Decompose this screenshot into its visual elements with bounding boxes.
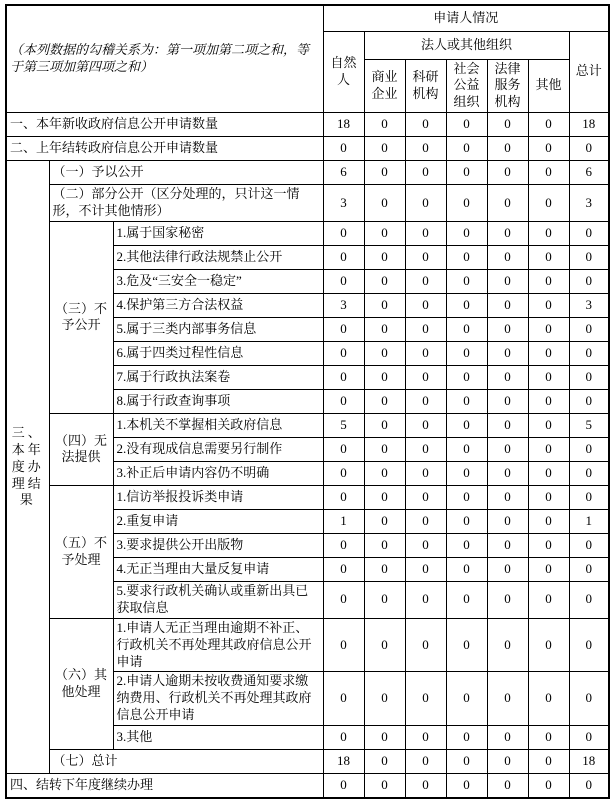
value-cell: 0 — [405, 185, 446, 222]
value-cell: 0 — [446, 365, 487, 389]
value-cell: 0 — [323, 437, 364, 461]
value-cell: 0 — [405, 726, 446, 750]
value-cell: 0 — [364, 413, 405, 437]
table-row — [6, 774, 609, 798]
value-cell: 0 — [446, 533, 487, 557]
value-cell: 0 — [446, 618, 487, 672]
col-header-research: 科研机构 — [405, 59, 446, 113]
value-cell: 0 — [364, 557, 405, 581]
value-cell: 0 — [446, 245, 487, 269]
value-cell: 0 — [487, 461, 528, 485]
value-cell: 0 — [364, 245, 405, 269]
value-cell: 0 — [405, 750, 446, 774]
value-cell: 0 — [569, 533, 609, 557]
value-cell: 0 — [323, 317, 364, 341]
value-cell: 0 — [487, 317, 528, 341]
value-cell: 0 — [487, 672, 528, 726]
table-row — [6, 413, 609, 437]
value-cell: 0 — [487, 341, 528, 365]
value-cell: 0 — [323, 461, 364, 485]
value-cell: 18 — [569, 113, 609, 137]
row-label: 2.其他法律行政法规禁止公开 — [113, 245, 323, 269]
value-cell: 0 — [569, 137, 609, 161]
col-header-legal-service: 法律服务机构 — [487, 59, 528, 113]
value-cell: 0 — [364, 293, 405, 317]
table-row — [6, 137, 609, 161]
value-cell: 0 — [364, 365, 405, 389]
value-cell: 0 — [528, 161, 569, 185]
reconciliation-note: （本列数据的勾稽关系为：第一项加第二项之和，等于第三项加第四项之和） — [6, 5, 323, 113]
value-cell: 0 — [405, 269, 446, 293]
value-cell: 0 — [569, 269, 609, 293]
value-cell: 0 — [528, 533, 569, 557]
value-cell: 0 — [323, 581, 364, 618]
value-cell: 0 — [528, 413, 569, 437]
value-cell: 0 — [446, 774, 487, 798]
value-cell: 0 — [446, 413, 487, 437]
col-header-total: 总计 — [569, 31, 609, 113]
value-cell: 0 — [446, 161, 487, 185]
row-label: 7.属于行政执法案卷 — [113, 365, 323, 389]
row-label: 2.没有现成信息需要另行制作 — [113, 437, 323, 461]
row-label: 3.危及“三安全一稳定” — [113, 269, 323, 293]
value-cell: 0 — [487, 618, 528, 672]
value-cell: 0 — [364, 774, 405, 798]
value-cell: 3 — [323, 185, 364, 222]
value-cell: 0 — [446, 137, 487, 161]
value-cell: 0 — [405, 509, 446, 533]
value-cell: 0 — [446, 485, 487, 509]
value-cell: 0 — [528, 672, 569, 726]
section-label-unable-to-provide: （四）无法提供 — [49, 413, 113, 485]
value-cell: 0 — [569, 557, 609, 581]
value-cell: 0 — [569, 461, 609, 485]
value-cell: 0 — [405, 618, 446, 672]
value-cell: 0 — [487, 185, 528, 222]
value-cell: 0 — [487, 389, 528, 413]
col-header-social-org: 社会公益组织 — [446, 59, 487, 113]
value-cell: 0 — [405, 461, 446, 485]
value-cell: 0 — [569, 317, 609, 341]
row-label: 4.无正当理由大量反复申请 — [113, 557, 323, 581]
value-cell: 0 — [405, 341, 446, 365]
value-cell: 0 — [528, 293, 569, 317]
value-cell: 0 — [528, 389, 569, 413]
value-cell: 0 — [323, 269, 364, 293]
value-cell: 0 — [323, 485, 364, 509]
value-cell: 0 — [405, 672, 446, 726]
value-cell: 0 — [528, 437, 569, 461]
value-cell: 0 — [487, 137, 528, 161]
value-cell: 0 — [364, 137, 405, 161]
applicant-status-header: 申请人情况 — [323, 5, 609, 31]
value-cell: 0 — [446, 509, 487, 533]
col-header-natural-person: 自然人 — [323, 31, 364, 113]
value-cell: 0 — [569, 581, 609, 618]
value-cell: 0 — [487, 365, 528, 389]
value-cell: 0 — [487, 221, 528, 245]
value-cell: 0 — [364, 269, 405, 293]
value-cell: 0 — [364, 185, 405, 222]
value-cell: 0 — [323, 774, 364, 798]
row-label-new-applications: 一、本年新收政府信息公开申请数量 — [6, 113, 323, 137]
row-label: 3.要求提供公开出版物 — [113, 533, 323, 557]
value-cell: 0 — [446, 461, 487, 485]
value-cell: 3 — [569, 293, 609, 317]
value-cell: 0 — [528, 185, 569, 222]
value-cell: 0 — [364, 221, 405, 245]
value-cell: 0 — [528, 269, 569, 293]
value-cell: 0 — [323, 365, 364, 389]
value-cell: 0 — [364, 618, 405, 672]
value-cell: 0 — [528, 245, 569, 269]
value-cell: 0 — [364, 113, 405, 137]
row-label-subtotal: （七）总计 — [49, 750, 323, 774]
value-cell: 0 — [487, 113, 528, 137]
value-cell: 0 — [528, 365, 569, 389]
value-cell: 0 — [364, 485, 405, 509]
value-cell: 0 — [364, 437, 405, 461]
value-cell: 0 — [364, 533, 405, 557]
value-cell: 1 — [569, 509, 609, 533]
col-header-business: 商业企业 — [364, 59, 405, 113]
header-row-1 — [6, 5, 609, 31]
value-cell: 0 — [446, 269, 487, 293]
value-cell: 0 — [364, 341, 405, 365]
value-cell: 0 — [364, 750, 405, 774]
value-cell: 0 — [323, 533, 364, 557]
value-cell: 0 — [528, 774, 569, 798]
value-cell: 0 — [364, 461, 405, 485]
value-cell: 0 — [528, 750, 569, 774]
value-cell: 0 — [364, 317, 405, 341]
value-cell: 0 — [446, 672, 487, 726]
value-cell: 0 — [446, 557, 487, 581]
value-cell: 0 — [446, 341, 487, 365]
table-row — [6, 161, 609, 185]
value-cell: 0 — [487, 509, 528, 533]
value-cell: 0 — [364, 161, 405, 185]
value-cell: 18 — [323, 750, 364, 774]
value-cell: 0 — [405, 557, 446, 581]
value-cell: 0 — [405, 533, 446, 557]
value-cell: 0 — [528, 137, 569, 161]
section-label-annual-results: 三、本年度办理结果 — [6, 161, 49, 774]
value-cell: 0 — [528, 726, 569, 750]
value-cell: 0 — [323, 389, 364, 413]
value-cell: 0 — [487, 413, 528, 437]
row-label: 5.属于三类内部事务信息 — [113, 317, 323, 341]
table-row — [6, 485, 609, 509]
value-cell: 0 — [323, 137, 364, 161]
row-label: 3.其他 — [113, 726, 323, 750]
value-cell: 6 — [569, 161, 609, 185]
value-cell: 0 — [323, 245, 364, 269]
value-cell: 0 — [569, 618, 609, 672]
value-cell: 0 — [487, 581, 528, 618]
value-cell: 3 — [569, 185, 609, 222]
row-label: 5.要求行政机关确认或重新出具已获取信息 — [113, 581, 323, 618]
row-label-carry-forward: 四、结转下年度继续办理 — [6, 774, 323, 798]
row-label: 1.信访举报投诉类申请 — [113, 485, 323, 509]
value-cell: 0 — [528, 618, 569, 672]
value-cell: 0 — [569, 726, 609, 750]
table-row — [6, 618, 609, 672]
row-label: 3.补正后申请内容仍不明确 — [113, 461, 323, 485]
value-cell: 0 — [405, 245, 446, 269]
value-cell: 6 — [323, 161, 364, 185]
section-label-not-disclosed: （三）不予公开 — [49, 221, 113, 413]
value-cell: 0 — [405, 437, 446, 461]
legal-org-group-header: 法人或其他组织 — [364, 31, 569, 59]
value-cell: 0 — [323, 618, 364, 672]
value-cell: 0 — [446, 113, 487, 137]
value-cell: 0 — [405, 137, 446, 161]
value-cell: 0 — [569, 389, 609, 413]
value-cell: 0 — [405, 317, 446, 341]
row-label: 4.保护第三方合法权益 — [113, 293, 323, 317]
value-cell: 0 — [446, 293, 487, 317]
value-cell: 0 — [569, 245, 609, 269]
value-cell: 0 — [528, 317, 569, 341]
value-cell: 1 — [323, 509, 364, 533]
value-cell: 3 — [323, 293, 364, 317]
value-cell: 0 — [487, 245, 528, 269]
value-cell: 0 — [569, 341, 609, 365]
value-cell: 0 — [569, 221, 609, 245]
row-label-disclosed: （一）予以公开 — [49, 161, 323, 185]
value-cell: 0 — [405, 485, 446, 509]
value-cell: 0 — [405, 221, 446, 245]
value-cell: 0 — [528, 581, 569, 618]
row-label: 2.申请人逾期未按收费通知要求缴纳费用、行政机关不再处理其政府信息公开申请 — [113, 672, 323, 726]
value-cell: 0 — [528, 485, 569, 509]
value-cell: 0 — [487, 557, 528, 581]
value-cell: 0 — [528, 221, 569, 245]
value-cell: 0 — [323, 221, 364, 245]
value-cell: 0 — [405, 113, 446, 137]
value-cell: 0 — [487, 269, 528, 293]
row-label: 8.属于行政查询事项 — [113, 389, 323, 413]
value-cell: 0 — [405, 161, 446, 185]
row-label-carried-over: 二、上年结转政府信息公开申请数量 — [6, 137, 323, 161]
value-cell: 0 — [364, 672, 405, 726]
value-cell: 0 — [487, 437, 528, 461]
section-label-other-handling: （六）其他处理 — [49, 618, 113, 749]
row-label: 1.本机关不掌握相关政府信息 — [113, 413, 323, 437]
value-cell: 0 — [446, 750, 487, 774]
value-cell: 0 — [405, 413, 446, 437]
value-cell: 0 — [487, 293, 528, 317]
table-row — [6, 221, 609, 245]
value-cell: 0 — [528, 509, 569, 533]
value-cell: 0 — [446, 437, 487, 461]
row-label: 1.属于国家秘密 — [113, 221, 323, 245]
value-cell: 0 — [569, 774, 609, 798]
section-label-not-processed: （五）不予处理 — [49, 485, 113, 618]
value-cell: 0 — [446, 317, 487, 341]
value-cell: 0 — [528, 341, 569, 365]
row-label: 1.申请人无正当理由逾期不补正、行政机关不再处理其政府信息公开申请 — [113, 618, 323, 672]
gov-info-disclosure-applications-table — [5, 4, 610, 799]
value-cell: 0 — [569, 437, 609, 461]
value-cell: 0 — [364, 389, 405, 413]
table-row — [6, 113, 609, 137]
value-cell: 0 — [487, 485, 528, 509]
value-cell: 0 — [487, 161, 528, 185]
col-header-other: 其他 — [528, 59, 569, 113]
value-cell: 0 — [446, 221, 487, 245]
value-cell: 0 — [487, 750, 528, 774]
value-cell: 0 — [528, 557, 569, 581]
value-cell: 0 — [487, 726, 528, 750]
value-cell: 0 — [487, 774, 528, 798]
value-cell: 0 — [405, 389, 446, 413]
value-cell: 18 — [569, 750, 609, 774]
value-cell: 0 — [405, 293, 446, 317]
table-row — [6, 185, 609, 222]
value-cell: 0 — [528, 113, 569, 137]
value-cell: 0 — [528, 461, 569, 485]
value-cell: 0 — [323, 726, 364, 750]
value-cell: 5 — [323, 413, 364, 437]
value-cell: 0 — [323, 557, 364, 581]
value-cell: 0 — [364, 509, 405, 533]
value-cell: 0 — [323, 672, 364, 726]
value-cell: 0 — [446, 185, 487, 222]
value-cell: 0 — [446, 726, 487, 750]
value-cell: 0 — [405, 581, 446, 618]
value-cell: 0 — [405, 774, 446, 798]
row-label: 2.重复申请 — [113, 509, 323, 533]
value-cell: 18 — [323, 113, 364, 137]
value-cell: 0 — [569, 365, 609, 389]
table-row — [6, 750, 609, 774]
value-cell: 5 — [569, 413, 609, 437]
value-cell: 0 — [569, 672, 609, 726]
value-cell: 0 — [446, 389, 487, 413]
value-cell: 0 — [487, 533, 528, 557]
value-cell: 0 — [569, 485, 609, 509]
row-label-partially-disclosed: （二）部分公开（区分处理的，只计这一情形，不计其他情形） — [49, 185, 323, 222]
value-cell: 0 — [323, 341, 364, 365]
row-label: 6.属于四类过程性信息 — [113, 341, 323, 365]
value-cell: 0 — [364, 581, 405, 618]
value-cell: 0 — [446, 581, 487, 618]
value-cell: 0 — [364, 726, 405, 750]
value-cell: 0 — [405, 365, 446, 389]
